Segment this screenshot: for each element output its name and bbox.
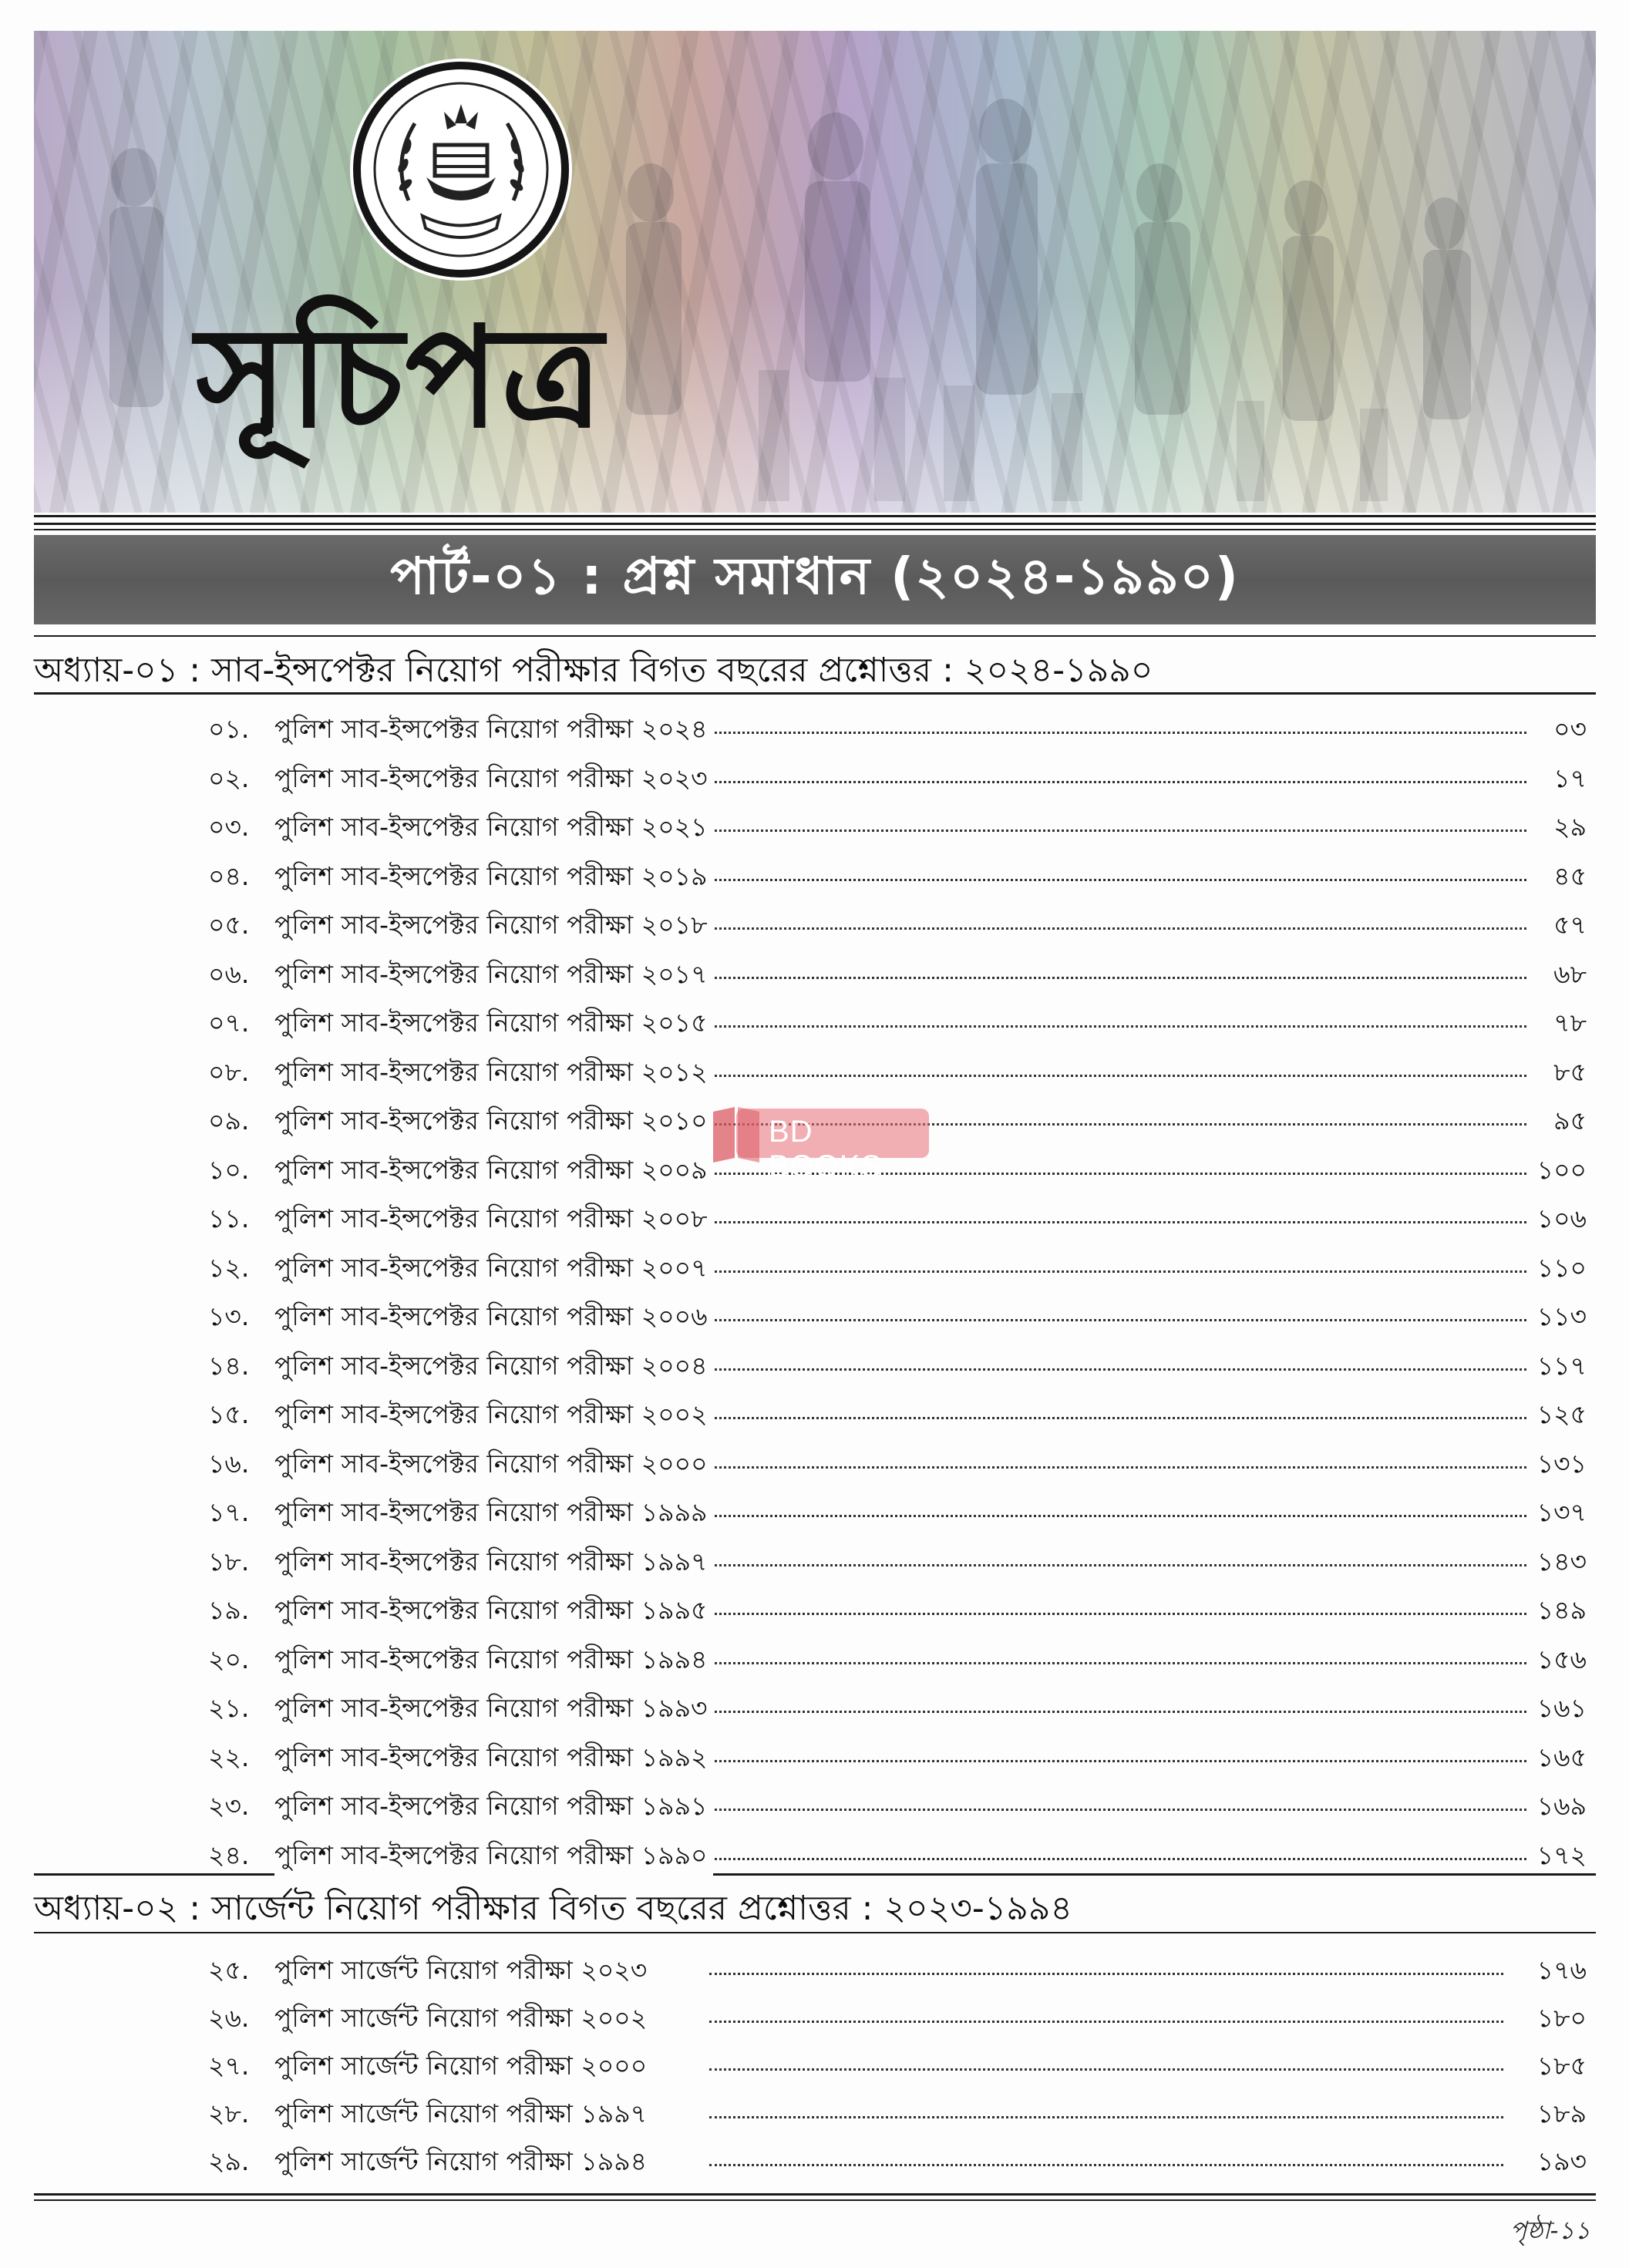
dot-leader <box>709 1465 1526 1469</box>
dot-leader <box>709 878 1526 881</box>
entry-title: পুলিশ সার্জেন্ট নিয়োগ পরীক্ষা ১৯৯৭ <box>274 2094 653 2137</box>
entry-number: ২৫. <box>208 1955 250 1985</box>
toc-entry <box>0 1485 1629 1533</box>
chapter-heading: অধ্যায়-০১ : সাব-ইন্সপেক্টর নিয়োগ পরীক্ষার বিগত বছরের প্রশ্নোত্তর : ২০২৪-১৯৯০ <box>34 651 1153 690</box>
entry-page-number: ১৩৭ <box>1536 1497 1587 1527</box>
entry-page-number: ১৭৬ <box>1536 1955 1587 1985</box>
entry-title: পুলিশ সাব-ইন্সপেক্টর নিয়োগ পরীক্ষা ২০০৪ <box>274 1346 714 1389</box>
toc-entry <box>0 1289 1629 1337</box>
entry-title: পুলিশ সাব-ইন্সপেক্টর নিয়োগ পরীক্ষা ২০১৭ <box>274 954 714 998</box>
contents-title: সূচিপত্র <box>196 296 604 459</box>
toc-entry <box>0 1943 1629 1990</box>
entry-title: পুলিশ সাব-ইন্সপেক্টর নিয়োগ পরীক্ষা ২০০০ <box>274 1444 714 1487</box>
part-heading: পার্ট-০১ : প্রশ্ন সমাধান (২০২৪-১৯৯০) <box>390 547 1240 606</box>
dot-leader <box>709 1368 1526 1371</box>
entry-page-number: ৫৭ <box>1553 910 1587 940</box>
entry-title: পুলিশ সাব-ইন্সপেক্টর নিয়োগ পরীক্ষা ২০০৭ <box>274 1248 714 1291</box>
dot-leader <box>709 780 1526 783</box>
entry-number: ০৩. <box>208 812 250 842</box>
toc-entry <box>0 1828 1629 1876</box>
entry-page-number: ১০০ <box>1536 1154 1587 1185</box>
toc-entry <box>0 2134 1629 2182</box>
entry-number: ২৯. <box>208 2146 250 2176</box>
entry-page-number: ১৭২ <box>1536 1839 1587 1870</box>
divider-rule <box>34 523 1596 525</box>
divider-rule <box>34 515 1596 517</box>
entry-page-number: ২৯ <box>1553 812 1587 842</box>
entry-title: পুলিশ সাব-ইন্সপেক্টর নিয়োগ পরীক্ষা ২০০৯ <box>274 1150 714 1193</box>
entry-number: ১২. <box>208 1252 250 1283</box>
book-icon <box>708 1104 764 1164</box>
entry-number: ২৩. <box>208 1791 250 1821</box>
dot-leader <box>709 1416 1526 1419</box>
page-number: পৃষ্ঠা-১১ <box>1510 2216 1590 2245</box>
divider-rule <box>34 2199 1596 2201</box>
dot-leader <box>709 2020 1503 2023</box>
divider-rule <box>34 2193 1596 2196</box>
entry-title: পুলিশ সাব-ইন্সপেক্টর নিয়োগ পরীক্ষা ২০১৯ <box>274 856 713 900</box>
toc-entry <box>0 702 1629 749</box>
dot-leader <box>709 1972 1503 1975</box>
dot-leader <box>709 1710 1526 1713</box>
dot-leader <box>709 1220 1526 1223</box>
dot-leader <box>709 976 1526 979</box>
toc-entry <box>0 1778 1629 1826</box>
toc-entry <box>0 1436 1629 1484</box>
dot-leader <box>709 2068 1503 2071</box>
entry-title: পুলিশ সাব-ইন্সপেক্টর নিয়োগ পরীক্ষা ২০২৩ <box>274 759 714 802</box>
entry-title: পুলিশ সাব-ইন্সপেক্টর নিয়োগ পরীক্ষা ২০১৮ <box>274 905 713 948</box>
entry-page-number: ১৫৬ <box>1536 1644 1587 1674</box>
entry-title: পুলিশ সাব-ইন্সপেক্টর নিয়োগ পরীক্ষা ১৯৯৫ <box>274 1590 713 1634</box>
entry-page-number: ১২৫ <box>1536 1399 1587 1429</box>
dot-leader <box>709 1857 1526 1860</box>
toc-entry <box>0 1338 1629 1386</box>
toc-entry <box>0 751 1629 799</box>
entry-title: পুলিশ সাব-ইন্সপেক্টর নিয়োগ পরীক্ষা ১৯৯৪ <box>274 1640 713 1683</box>
toc-entry <box>0 1583 1629 1630</box>
entry-page-number: ৬৮ <box>1553 958 1587 989</box>
entry-title: পুলিশ সাব-ইন্সপেক্টর নিয়োগ পরীক্ষা ২০১০ <box>274 1101 714 1144</box>
entry-number: ১৯. <box>208 1595 250 1625</box>
entry-number: ০২. <box>208 762 250 793</box>
police-emblem <box>353 62 569 278</box>
entry-page-number: ৮৫ <box>1553 1056 1587 1087</box>
entry-page-number: ১৬৯ <box>1536 1791 1587 1821</box>
entry-page-number: ১৮০ <box>1536 2003 1587 2033</box>
entry-number: ২০. <box>208 1644 250 1674</box>
entry-title: পুলিশ সার্জেন্ট নিয়োগ পরীক্ষা ১৯৯৪ <box>274 2142 653 2185</box>
entry-page-number: ১০৬ <box>1536 1203 1587 1233</box>
dot-leader <box>709 1808 1526 1811</box>
entry-title: পুলিশ সাব-ইন্সপেক্টর নিয়োগ পরীক্ষা ২০২১ <box>274 807 714 850</box>
entry-number: ০৪. <box>208 860 250 891</box>
toc-entry <box>0 995 1629 1043</box>
entry-number: ১৬. <box>208 1448 250 1479</box>
toc-entry <box>0 849 1629 897</box>
chapter-heading: অধ্যায়-০২ : সার্জেন্ট নিয়োগ পরীক্ষার বিগত বছরের প্রশ্নোত্তর : ২০২৩-১৯৯৪ <box>34 1889 1072 1928</box>
toc-entry <box>0 1730 1629 1778</box>
entry-page-number: ১৪৩ <box>1536 1546 1587 1576</box>
entry-number: ২৬. <box>208 2003 250 2033</box>
entry-page-number: ১৪৯ <box>1536 1595 1587 1625</box>
header-banner <box>34 31 1596 513</box>
dot-leader <box>709 1612 1526 1615</box>
toc-entry <box>0 1632 1629 1680</box>
entry-number: ১৪. <box>208 1350 250 1381</box>
dot-leader <box>709 731 1526 734</box>
entry-title: পুলিশ সাব-ইন্সপেক্টর নিয়োগ পরীক্ষা ১৯৯৯ <box>274 1492 713 1536</box>
dot-leader <box>709 1759 1526 1762</box>
watermark-text: BD BOOKS <box>769 1115 883 1183</box>
entry-page-number: ১৯৩ <box>1536 2146 1587 2176</box>
dot-leader <box>709 2163 1503 2166</box>
part-heading-band <box>34 535 1596 624</box>
entry-number: ০৯. <box>208 1105 250 1136</box>
entry-title: পুলিশ সাব-ইন্সপেক্টর নিয়োগ পরীক্ষা ২০১৫ <box>274 1003 713 1046</box>
entry-page-number: ১৮৫ <box>1536 2051 1587 2081</box>
entry-number: ১৩. <box>208 1301 250 1331</box>
dot-leader <box>709 1661 1526 1664</box>
dot-leader <box>709 1318 1526 1321</box>
entry-title: পুলিশ সার্জেন্ট নিয়োগ পরীক্ষা ২০০২ <box>274 1998 653 2041</box>
entry-title: পুলিশ সাব-ইন্সপেক্টর নিয়োগ পরীক্ষা ১৯৯১ <box>274 1786 713 1829</box>
divider-rule <box>34 529 1596 530</box>
watermark <box>705 1102 929 1183</box>
entry-title: পুলিশ সাব-ইন্সপেক্টর নিয়োগ পরীক্ষা ১৯৯৩ <box>274 1688 713 1731</box>
toc-entry <box>0 1534 1629 1582</box>
entry-page-number: ৪৫ <box>1553 860 1587 891</box>
entry-number: ২৮. <box>208 2098 250 2128</box>
toc-entry <box>0 1681 1629 1728</box>
toc-entry <box>0 1191 1629 1239</box>
toc-entry <box>0 2038 1629 2086</box>
dot-leader <box>709 829 1526 832</box>
entry-title: পুলিশ সাব-ইন্সপেক্টর নিয়োগ পরীক্ষা ২০০৬ <box>274 1297 714 1340</box>
dot-leader <box>709 1074 1526 1077</box>
dot-leader <box>709 1025 1526 1028</box>
entry-title: পুলিশ সার্জেন্ট নিয়োগ পরীক্ষা ২০০০ <box>274 2046 653 2089</box>
entry-page-number: ১৬১ <box>1536 1693 1587 1723</box>
dot-leader <box>709 1270 1526 1273</box>
toc-entry <box>0 2086 1629 2134</box>
divider-rule <box>34 635 1596 637</box>
divider-rule <box>34 1932 1596 1933</box>
entry-number: ০১. <box>208 714 250 744</box>
entry-title: পুলিশ সার্জেন্ট নিয়োগ পরীক্ষা ২০২৩ <box>274 1950 653 1994</box>
toc-entry <box>0 1240 1629 1288</box>
dot-leader <box>709 2115 1503 2118</box>
entry-title: পুলিশ সাব-ইন্সপেক্টর নিয়োগ পরীক্ষা ২০১২ <box>274 1052 714 1095</box>
divider-rule <box>34 1873 1596 1876</box>
entry-page-number: ১৬৫ <box>1536 1741 1587 1772</box>
toc-entry <box>0 1387 1629 1435</box>
entry-number: ০৬. <box>208 958 250 989</box>
entry-number: ০৮. <box>208 1056 250 1087</box>
entry-title: পুলিশ সাব-ইন্সপেক্টর নিয়োগ পরীক্ষা ২০২৪ <box>274 709 714 752</box>
entry-page-number: ১১০ <box>1536 1252 1587 1283</box>
entry-page-number: ১৭ <box>1553 762 1587 793</box>
entry-number: ২১. <box>208 1693 250 1723</box>
entry-page-number: ০৩ <box>1553 714 1587 744</box>
dot-leader <box>709 927 1526 930</box>
divider-rule <box>34 692 1596 695</box>
entry-number: ১৭. <box>208 1497 250 1527</box>
entry-number: ২৭. <box>208 2051 250 2081</box>
toc-entry <box>0 897 1629 945</box>
entry-title: পুলিশ সাব-ইন্সপেক্টর নিয়োগ পরীক্ষা ২০০৮ <box>274 1199 714 1242</box>
entry-number: ০৫. <box>208 910 250 940</box>
dot-leader <box>709 1563 1526 1566</box>
entry-number: ১১. <box>208 1203 250 1233</box>
toc-entry <box>0 947 1629 994</box>
entry-number: ০৭. <box>208 1008 250 1038</box>
toc-entry <box>0 1045 1629 1092</box>
entry-title: পুলিশ সাব-ইন্সপেক্টর নিয়োগ পরীক্ষা ১৯৯৭ <box>274 1542 713 1585</box>
entry-number: ১০. <box>208 1154 250 1185</box>
entry-page-number: ১৮৯ <box>1536 2098 1587 2128</box>
entry-page-number: ১১৭ <box>1536 1350 1587 1381</box>
entry-title: পুলিশ সাব-ইন্সপেক্টর নিয়োগ পরীক্ষা ১৯৯০ <box>274 1836 713 1879</box>
entry-title: পুলিশ সাব-ইন্সপেক্টর নিয়োগ পরীক্ষা ১৯৯২ <box>274 1738 713 1781</box>
toc-entry <box>0 1990 1629 2038</box>
entry-number: ১৮. <box>208 1546 250 1576</box>
entry-page-number: ৭৮ <box>1553 1008 1587 1038</box>
entry-number: ২৪. <box>208 1839 250 1870</box>
entry-page-number: ৯৫ <box>1553 1105 1587 1136</box>
entry-number: ২২. <box>208 1741 250 1772</box>
dot-leader <box>709 1514 1526 1517</box>
entry-page-number: ১৩১ <box>1536 1448 1587 1479</box>
entry-page-number: ১১৩ <box>1536 1301 1587 1331</box>
entry-title: পুলিশ সাব-ইন্সপেক্টর নিয়োগ পরীক্ষা ২০০২ <box>274 1395 714 1438</box>
entry-number: ১৫. <box>208 1399 250 1429</box>
toc-entry <box>0 799 1629 847</box>
